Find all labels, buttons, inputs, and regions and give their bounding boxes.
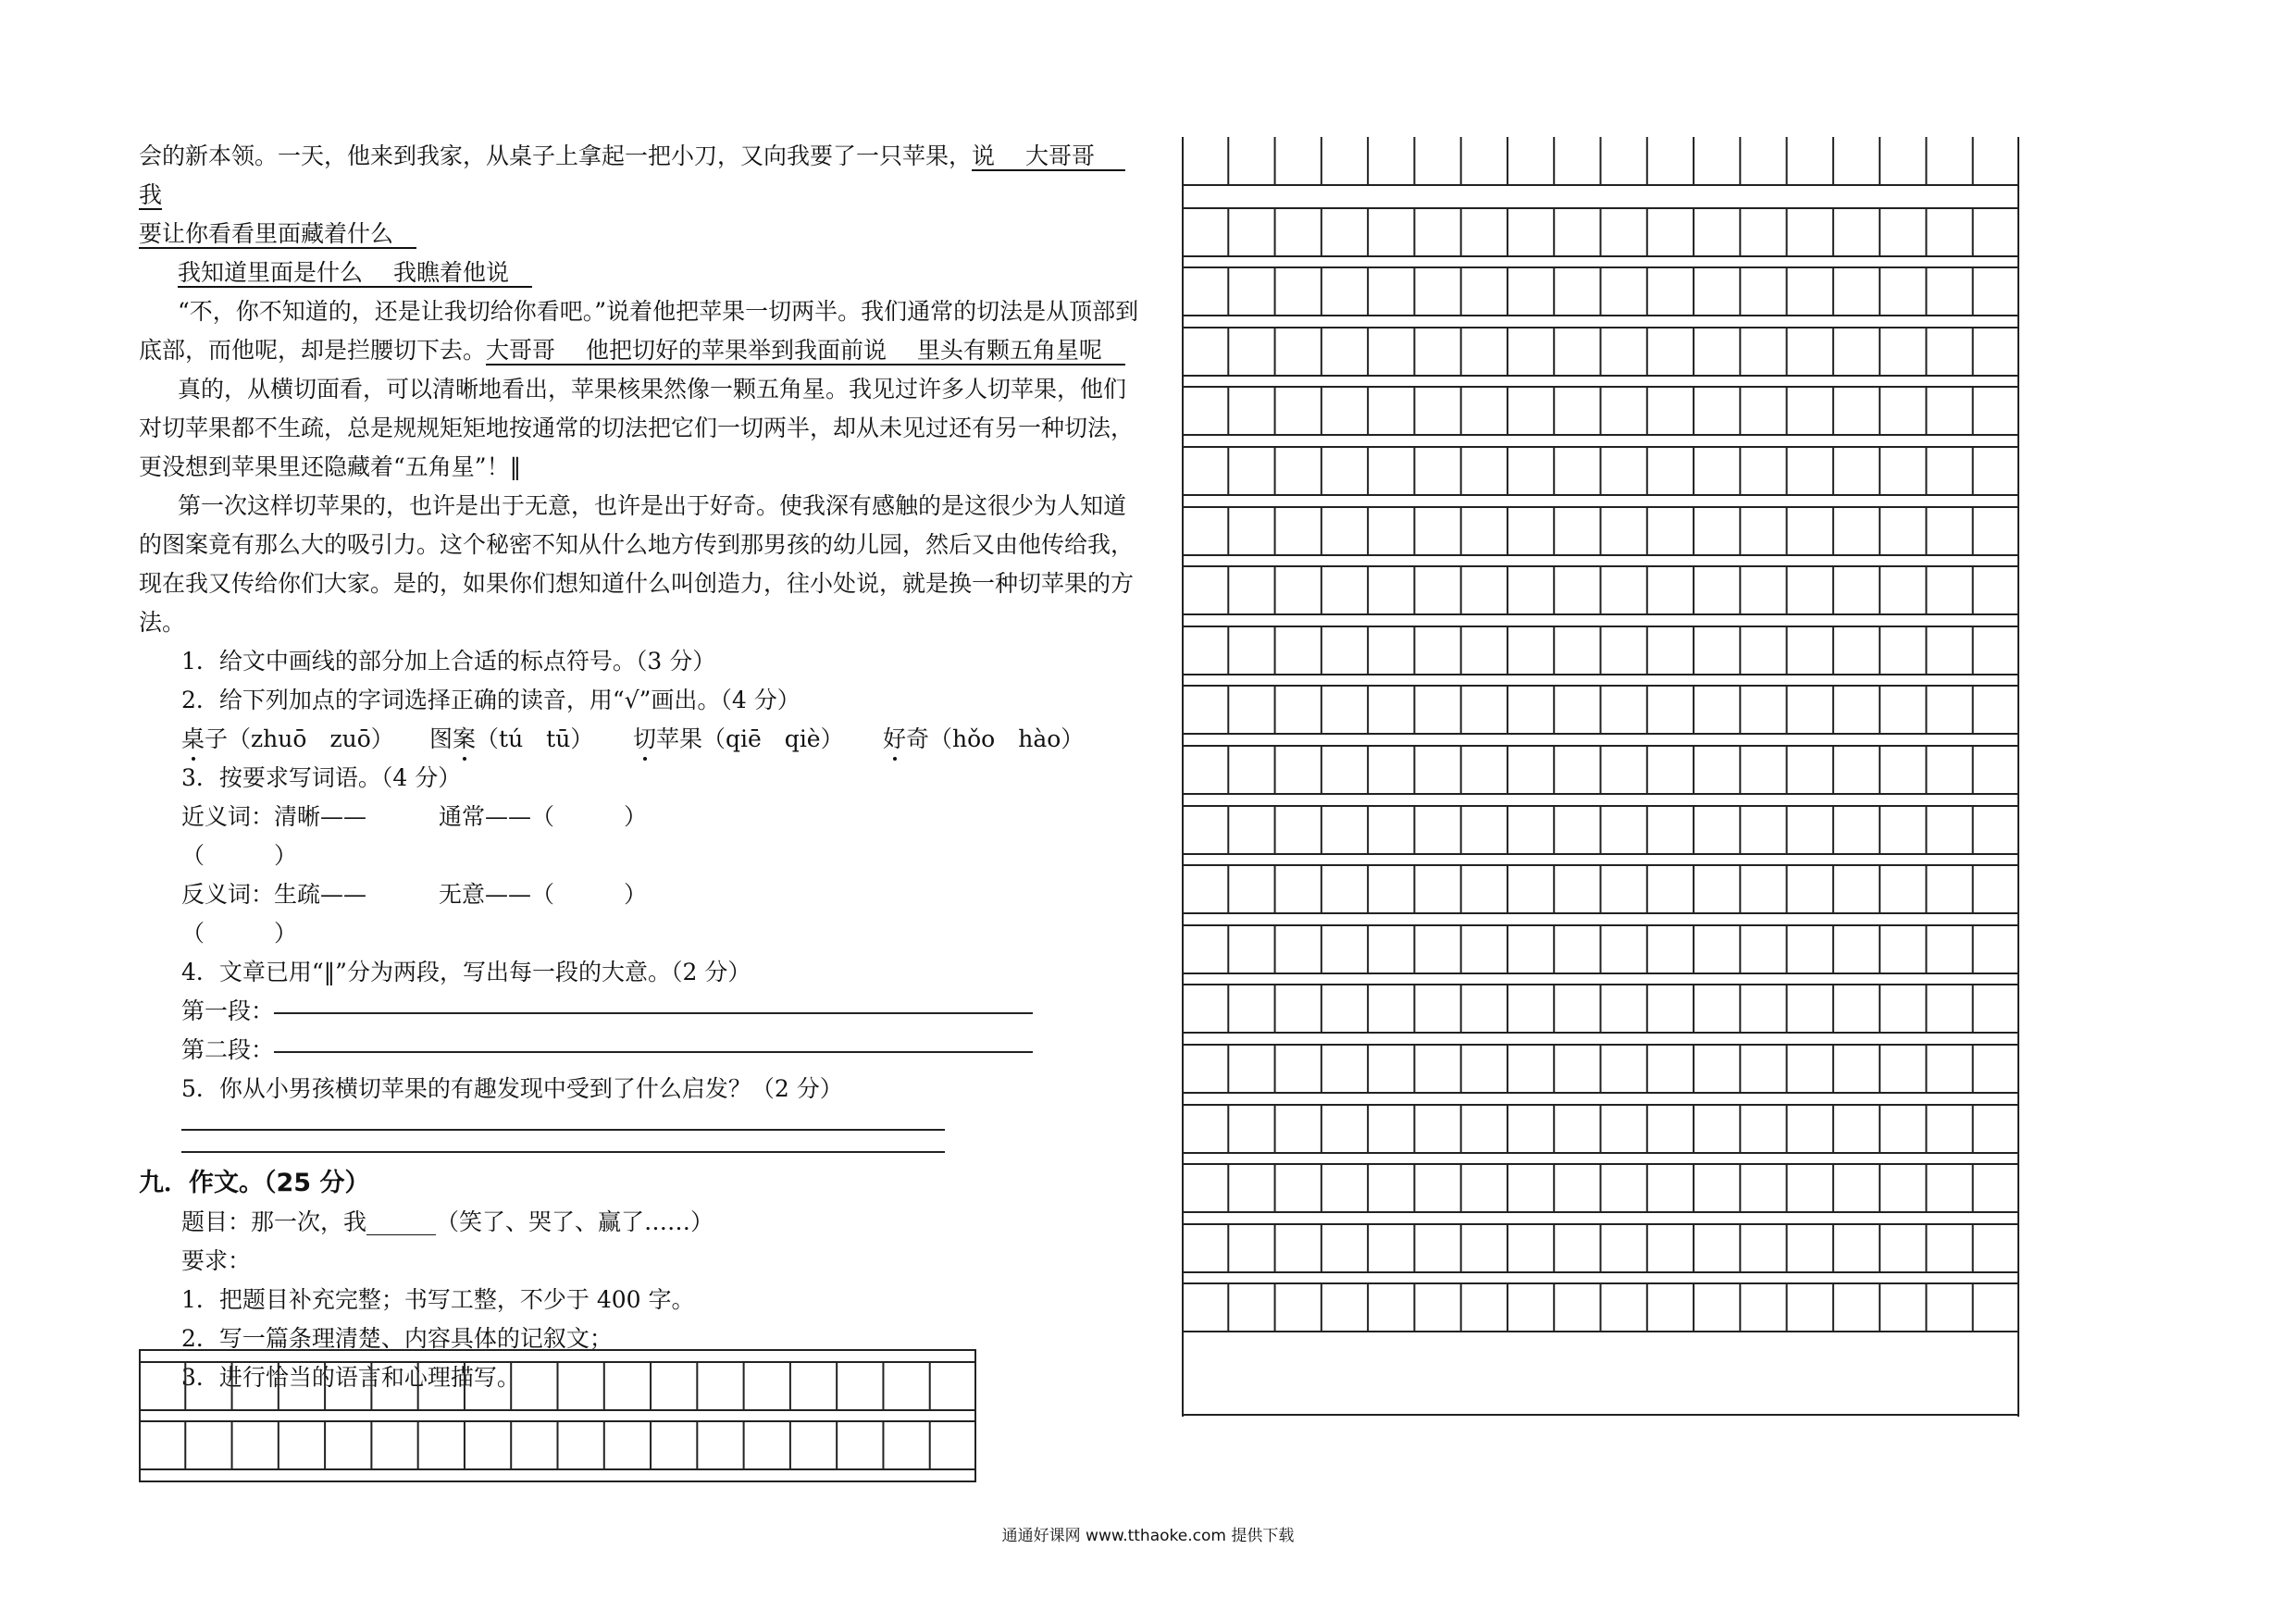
grid-row[interactable] (1182, 137, 2019, 185)
dotted-char: 切 (633, 720, 656, 759)
question-1: 1．给文中画线的部分加上合适的标点符号。（3 分） (181, 648, 716, 675)
grid-row[interactable] (1182, 1045, 2019, 1093)
writing-grid-left-svg[interactable] (139, 1349, 976, 1482)
pinyin-option-4: 好奇（hǒo hào） (883, 720, 1084, 759)
answer-line-2[interactable] (181, 1131, 945, 1153)
grid-row[interactable] (1182, 686, 2019, 734)
segment-1-answer-line[interactable] (274, 992, 1033, 1014)
antonym-row (139, 875, 1148, 953)
dotted-char: 好 (883, 720, 906, 759)
writing-grid-right[interactable] (1182, 137, 2019, 1417)
segment-2-label: 第二段： (181, 1036, 275, 1063)
question-5: 5．你从小男孩横切苹果的有趣发现中受到了什么启发？（2 分） (181, 1075, 843, 1102)
synonym-item-2: 通常——（ ） (439, 803, 648, 830)
pinyin-option-1: 桌子（zhuō zuō） (181, 720, 429, 759)
grid-row[interactable] (1182, 507, 2019, 555)
dotted-char: 案 (453, 720, 476, 759)
grid-row[interactable] (1182, 447, 2019, 495)
underlined-text: 大哥哥 他把切好的苹果举到我面前说 里头有颗五角星呢 (486, 337, 1125, 364)
composition-requirement-2: 2．写一篇条理清楚、内容具体的记叙文； (181, 1325, 613, 1352)
footer-credit: 通通好课网 www.tthaoke.com 提供下载 (1001, 1527, 1295, 1545)
segment-1-row (139, 992, 1148, 1031)
pinyin-option-2: 图案（tú tū） (429, 720, 633, 759)
pinyin-option-3: 切苹果（qiē qiè） (633, 720, 883, 759)
grid-row[interactable] (1182, 1164, 2019, 1212)
answer-line-row-1 (139, 1109, 1148, 1131)
grid-row[interactable] (1182, 985, 2019, 1033)
passage-paragraph-3 (139, 292, 1148, 370)
segment-2-answer-line[interactable] (274, 1031, 1033, 1053)
question-3: 3．按要求写词语。（4 分） (181, 764, 462, 791)
question-2: 2．给下列加点的字词选择正确的读音，用“√”画出。（4 分） (181, 687, 800, 713)
antonym-item-2: 无意——（ ） (439, 881, 648, 908)
grid-row[interactable] (1182, 328, 2019, 376)
grid-row[interactable] (1182, 865, 2019, 913)
grid-row[interactable] (139, 1362, 976, 1410)
underlined-text: 要让你看看里面藏着什么 (139, 220, 417, 247)
writing-grid-right-svg[interactable] (1182, 137, 2019, 1417)
answer-line-1[interactable] (181, 1109, 945, 1131)
dotted-char: 桌 (181, 720, 205, 759)
grid-row[interactable] (1182, 925, 2019, 973)
passage-paragraph-5: 第一次这样切苹果的，也许是出于无意，也许是出于好奇。使我深有感触的是这很少为人知道的图案竟有那么大的吸引力。这个秘密不知从什么地方传到那男孩的幼儿园，然后又由他传给我，现在我又传给你们大家。是的，如果你们想知道什么叫创造力，往小处说，就是换一种切苹果的方法。 (139, 492, 1135, 636)
pinyin-options-row (139, 720, 1148, 759)
synonym-item-1: 近义词：清晰——（ ） (181, 803, 367, 869)
grid-row[interactable] (1182, 1105, 2019, 1153)
grid-row[interactable] (1182, 806, 2019, 854)
passage-text: 会的新本领。一天，他来到我家，从桌子上拿起一把小刀，又向我要了一只苹果， (139, 142, 973, 169)
passage-text: “不，你不知道的，还是让我切给你看吧。”说着他把苹果一切两半。我们通常的切法是从顶部到底部，而他呢，却是拦腰切下去。 (139, 298, 1139, 364)
grid-row[interactable] (1182, 746, 2019, 794)
composition-topic: 题目：那一次，我______（笑了、哭了、赢了……） (181, 1208, 714, 1235)
composition-requirements-label: 要求： (181, 1247, 252, 1274)
grid-row[interactable] (139, 1421, 976, 1469)
composition-requirement-1: 1．把题目补充完整；书写工整，不少于 400 字。 (181, 1286, 695, 1313)
grid-row[interactable] (1182, 1283, 2019, 1332)
grid-row[interactable] (1182, 267, 2019, 316)
grid-row[interactable] (1182, 208, 2019, 256)
grid-row[interactable] (1182, 626, 2019, 675)
writing-grid-left[interactable] (139, 1349, 976, 1482)
composition-title: 九．作文。（25 分） (139, 1169, 370, 1197)
grid-row[interactable] (1182, 1224, 2019, 1272)
question-4: 4．文章已用“‖”分为两段，写出每一段的大意。（2 分） (181, 959, 751, 985)
underlined-text: 说 大哥哥 我 (139, 142, 1125, 208)
synonym-row (139, 798, 1148, 875)
grid-row[interactable] (1182, 566, 2019, 614)
underlined-text: 我知道里面是什么 我瞧着他说 (178, 259, 532, 286)
passage-paragraph-1 (139, 137, 1148, 254)
composition-requirement-3: 3．进行恰当的语言和心理描写。 (181, 1364, 520, 1391)
left-column (139, 137, 1148, 1397)
segment-2-row (139, 1031, 1148, 1070)
grid-row[interactable] (1182, 387, 2019, 435)
answer-line-row-2 (139, 1131, 1148, 1153)
passage-paragraph-4: 真的，从横切面看，可以清晰地看出，苹果核果然像一颗五角星。我见过许多人切苹果，他们对切苹果都不生疏，总是规规矩矩地按通常的切法把它们一切两半，却从未见过还有另一种切法，更没想到苹果里还隐藏着“五角星”！‖ (139, 376, 1135, 480)
segment-1-label: 第一段： (181, 997, 275, 1024)
antonym-item-1: 反义词：生疏——（ ） (181, 881, 367, 947)
passage-paragraph-2 (139, 254, 1148, 292)
